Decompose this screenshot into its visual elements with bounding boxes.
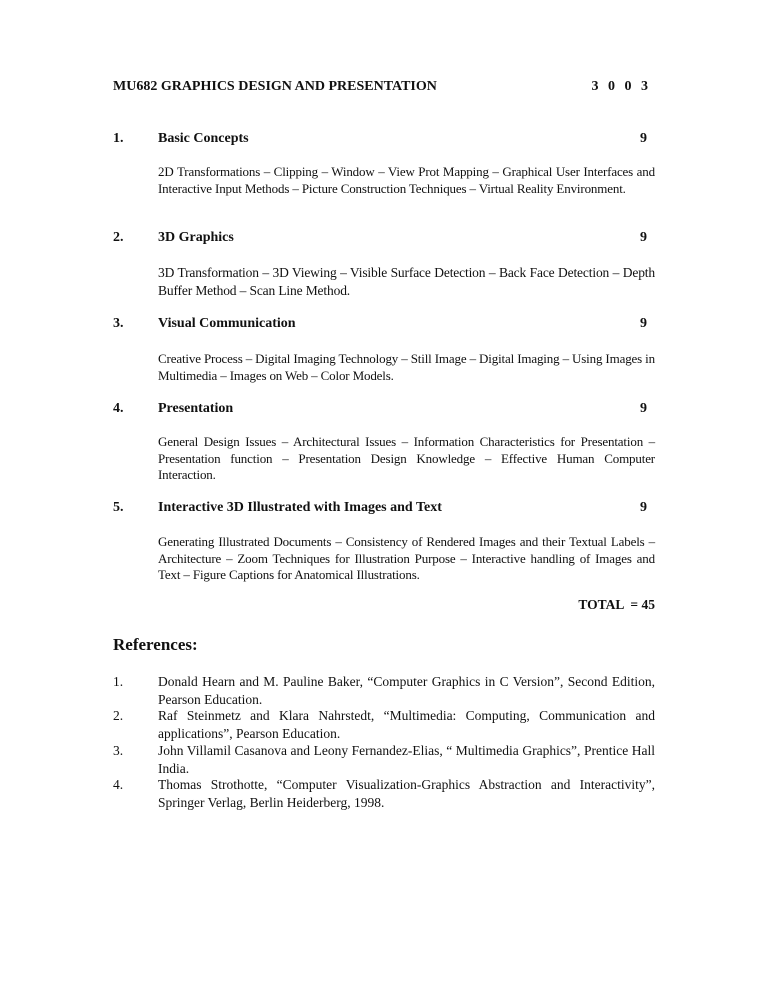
reference-number: 4. — [113, 777, 124, 792]
unit-content: Creative Process – Digital Imaging Technology – Still Image – Digital Imaging – Using Images in Multimedia – Images on Web – Color Models. — [158, 351, 655, 383]
unit-title: Visual Communication — [158, 316, 296, 331]
reference-number: 2. — [113, 708, 124, 723]
reference-item — [113, 707, 655, 742]
reference-number: 3. — [113, 743, 124, 758]
course-code-title: MU682 GRAPHICS DESIGN AND PRESENTATION — [113, 79, 437, 94]
course-credits: 3 0 0 3 — [591, 79, 651, 94]
reference-text: Donald Hearn and M. Pauline Baker, “Computer Graphics in C Version”, Second Edition, Pearson Education. — [158, 674, 655, 707]
reference-text: John Villamil Casanova and Leony Fernandez-Elias, “ Multimedia Graphics”, Prentice Hall India. — [158, 743, 655, 776]
unit-hours: 9 — [640, 131, 647, 146]
reference-number: 1. — [113, 674, 124, 689]
unit-hours: 9 — [640, 316, 647, 331]
unit-number: 5. — [113, 500, 124, 515]
unit-title: Presentation — [158, 401, 234, 416]
unit-number: 4. — [113, 401, 124, 416]
reference-item — [113, 673, 655, 708]
unit-number: 3. — [113, 316, 124, 331]
unit-content: 3D Transformation – 3D Viewing – Visible Surface Detection – Back Face Detection – Depth Buffer Method – Scan Line Method. — [158, 265, 655, 298]
unit-heading — [113, 131, 655, 149]
reference-item — [113, 776, 655, 811]
total-hours: TOTAL = 45 — [578, 597, 655, 612]
unit-title: Basic Concepts — [158, 131, 249, 146]
unit-hours: 9 — [640, 401, 647, 416]
unit-number: 1. — [113, 131, 124, 146]
unit-hours: 9 — [640, 230, 647, 245]
unit-heading — [113, 401, 655, 419]
unit-title: Interactive 3D Illustrated with Images and Text — [158, 500, 442, 515]
unit-heading — [113, 500, 655, 518]
reference-item — [113, 742, 655, 777]
reference-text: Raf Steinmetz and Klara Nahrstedt, “Multimedia: Computing, Communication and applications”, Pearson Education. — [158, 708, 655, 741]
unit-content: General Design Issues – Architectural Issues – Information Characteristics for Presentation – Presentation function – Presentation Design Knowledge – Effective Human Computer Interaction. — [158, 434, 655, 482]
reference-text: Thomas Strothotte, “Computer Visualization-Graphics Abstraction and Interactivity”, Springer Verlag, Berlin Heiderberg, 1998. — [158, 777, 655, 810]
unit-heading — [113, 230, 655, 248]
unit-content: Generating Illustrated Documents – Consistency of Rendered Images and their Textual Labels – Architecture – Zoom Techniques for Illustration Purpose – Interactive handling of Images and Text – Figure Captions for Anatomical Illustrations. — [158, 534, 655, 582]
unit-title: 3D Graphics — [158, 230, 234, 245]
unit-heading — [113, 316, 655, 334]
unit-number: 2. — [113, 230, 124, 245]
references-heading: References: — [113, 635, 198, 654]
unit-content: 2D Transformations – Clipping – Window – View Prot Mapping – Graphical User Interfaces and Interactive Input Methods – Picture Construction Techniques – Virtual Reality Environment. — [158, 164, 655, 196]
unit-hours: 9 — [640, 500, 647, 515]
